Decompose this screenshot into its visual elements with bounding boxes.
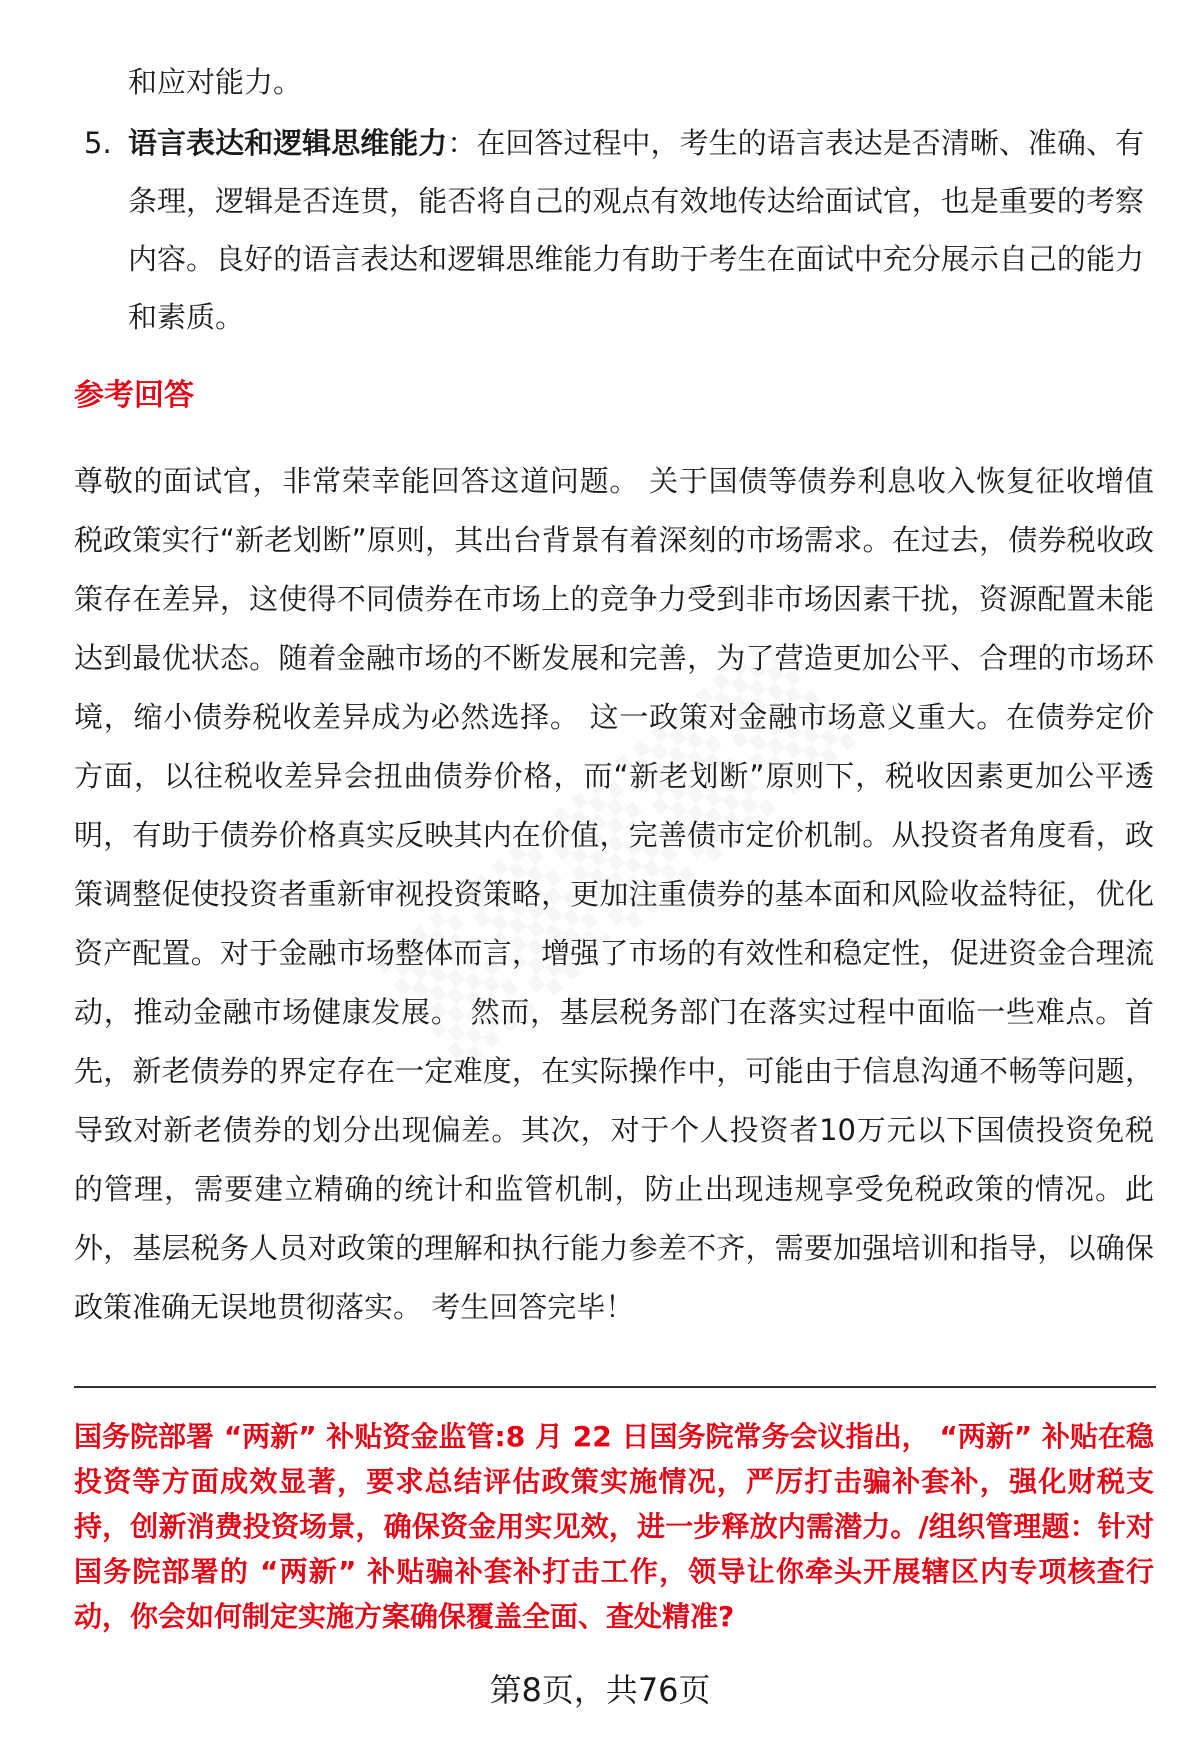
next-question-paragraph: 国务院部署 “两新” 补贴资金监管:8 月 22 日国务院常务会议指出， “两新” 补贴在稳投资等方面成效显著，要求总结评估政策实施情况，严厉打击骗补套补，强化财税支持，创新消费投资场景，确保资金用实见效，进一步释放内需潜力。/组织管理题：针对国务院部署的 “两新” 补贴骗补套补打击工作，领导让你牵头开展辖区内专项核查行动，你会如何制定实施方案确保覆盖全面、查处精准? — [74, 1420, 1154, 1633]
list-item-5 — [84, 114, 1144, 346]
reference-answer-paragraph: 尊敬的面试官，非常荣幸能回答这道问题。 关于国债等债券利息收入恢复征收增值税政策实行“新老划断”原则，其出台背景有着深刻的市场需求。在过去，债券税收政策存在差异，这使得不同债券在市场上的竞争力受到非市场因素干扰，资源配置未能达到最优状态。随着金融市场的不断发展和完善，为了营造更加公平、合理的市场环境，缩小债券税收差异成为必然选择。 这一政策对金融市场意义重大。在债券定价方面，以往税收差异会扭曲债券价格，而“新老划断”原则下，税收因素更加公平透明，有助于债券价格真实反映其内在价值，完善债市定价机制。从投资者角度看，政策调整促使投资者重新审视投资策略，更加注重债券的基本面和风险收益特征，优化资产配置。对于金融市场整体而言，增强了市场的有效性和稳定性，促进资金合理流动，推动金融市场健康发展。 然而，基层税务部门在落实过程中面临一些难点。首先，新老债券的界定存在一定难度，在实际操作中，可能由于信息沟通不畅等问题，导致对新老债券的划分出现偏差。其次，对于个人投资者10万元以下国债投资免税的管理，需要建立精确的统计和监管机制，防止出现违规享受免税政策的情况。此外，基层税务人员对政策的理解和执行能力参差不齐，需要加强培训和指导，以确保政策准确无误地贯彻落实。 考生回答完毕！ — [74, 464, 1154, 1324]
list-item-number: 5. — [84, 126, 112, 160]
page-number-footer: 第8页，共76页 — [489, 1671, 711, 1709]
section-divider — [74, 1386, 1156, 1388]
reference-answer-heading: 参考回答 — [74, 378, 194, 413]
continuation-text: 和应对能力。 — [128, 65, 303, 99]
list-item-term: 语言表达和逻辑思维能力 — [128, 126, 448, 160]
list-item-text: ：在回答过程中，考生的语言表达是否清晰、准确、有条理，逻辑是否连贯，能否将自己的观点有效地传达给面试官，也是重要的考察内容。良好的语言表达和逻辑思维能力有助于考生在面试中充分展示自己的能力和素质。 — [128, 126, 1144, 334]
list-item-body — [128, 114, 1144, 346]
